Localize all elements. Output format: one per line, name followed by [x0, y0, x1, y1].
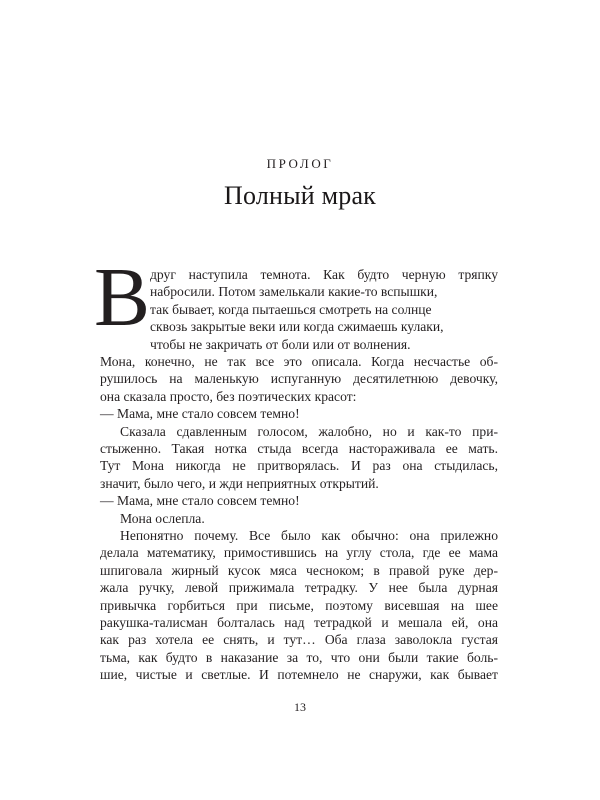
text-line: Тут Мона никогда не притворялась. И раз она стыдилась, — [100, 458, 498, 474]
text-line: сквозь закрытые веки или когда сжимаешь кулаки, — [150, 319, 444, 335]
chapter-title: Полный мрак — [223, 181, 377, 210]
text-line: чтобы не закричать от боли или от волнения. — [150, 336, 411, 352]
text-line: Сказала сдавленным голосом, жалобно, но и как-то при- — [120, 423, 498, 439]
text-line: значит, было чего, и жди неприятных открытий. — [100, 475, 379, 491]
text-line: как раз хотела ее снять, и тут… Оба глаза заволокла густая — [100, 632, 498, 648]
text-line: жала ручку, левой прижимала тетрадку. У нее была дурная — [100, 580, 498, 596]
text-line: шие, чистые и светлые. И потемнело не снаружи, как бывает — [100, 667, 498, 683]
text-line: стыженно. Такая нотка стыда всегда настораживала ее мать. — [100, 441, 498, 456]
text-line: ракушка-талисман болталась над тетрадкой и мешала ей, она — [100, 615, 498, 630]
text-line: набросили. Потом замелькали какие-то вспышки, — [150, 284, 438, 300]
chapter-kicker: ПРОЛОГ — [266, 156, 334, 171]
text-line: она сказала просто, без поэтических красот: — [100, 388, 357, 404]
text-line: Мона ослепла. — [120, 510, 205, 526]
dialogue-line: — Мама, мне стало совсем темно! — [100, 406, 300, 422]
text-line: тьма, как будто в наказание за то, что они были такие боль- — [100, 649, 498, 665]
text-line: друг наступила темнота. Как будто черную тряпку — [150, 267, 498, 282]
dialogue-line: — Мама, мне стало совсем темно! — [100, 493, 300, 509]
text-line: рушилось на маленькую испуганную десятилетнюю девочку, — [100, 371, 498, 387]
page-number: 13 — [294, 700, 306, 714]
drop-cap: В — [94, 251, 151, 344]
text-line: так бывает, когда пытаешься смотреть на солнце — [150, 301, 432, 317]
text-line: Мона, конечно, не так все это описала. Когда несчастье об- — [100, 354, 498, 369]
text-line: привычка горбиться при письме, поэтому висевшая на шее — [100, 597, 498, 613]
text-line: шпиговала жирный кусок мяса чесноком; в правой руке дер- — [100, 562, 498, 578]
text-line: Непонятно почему. Все было как обычно: она прилежно — [120, 528, 498, 543]
text-line: делала математику, примостившись на углу стола, где ее мама — [100, 545, 498, 561]
